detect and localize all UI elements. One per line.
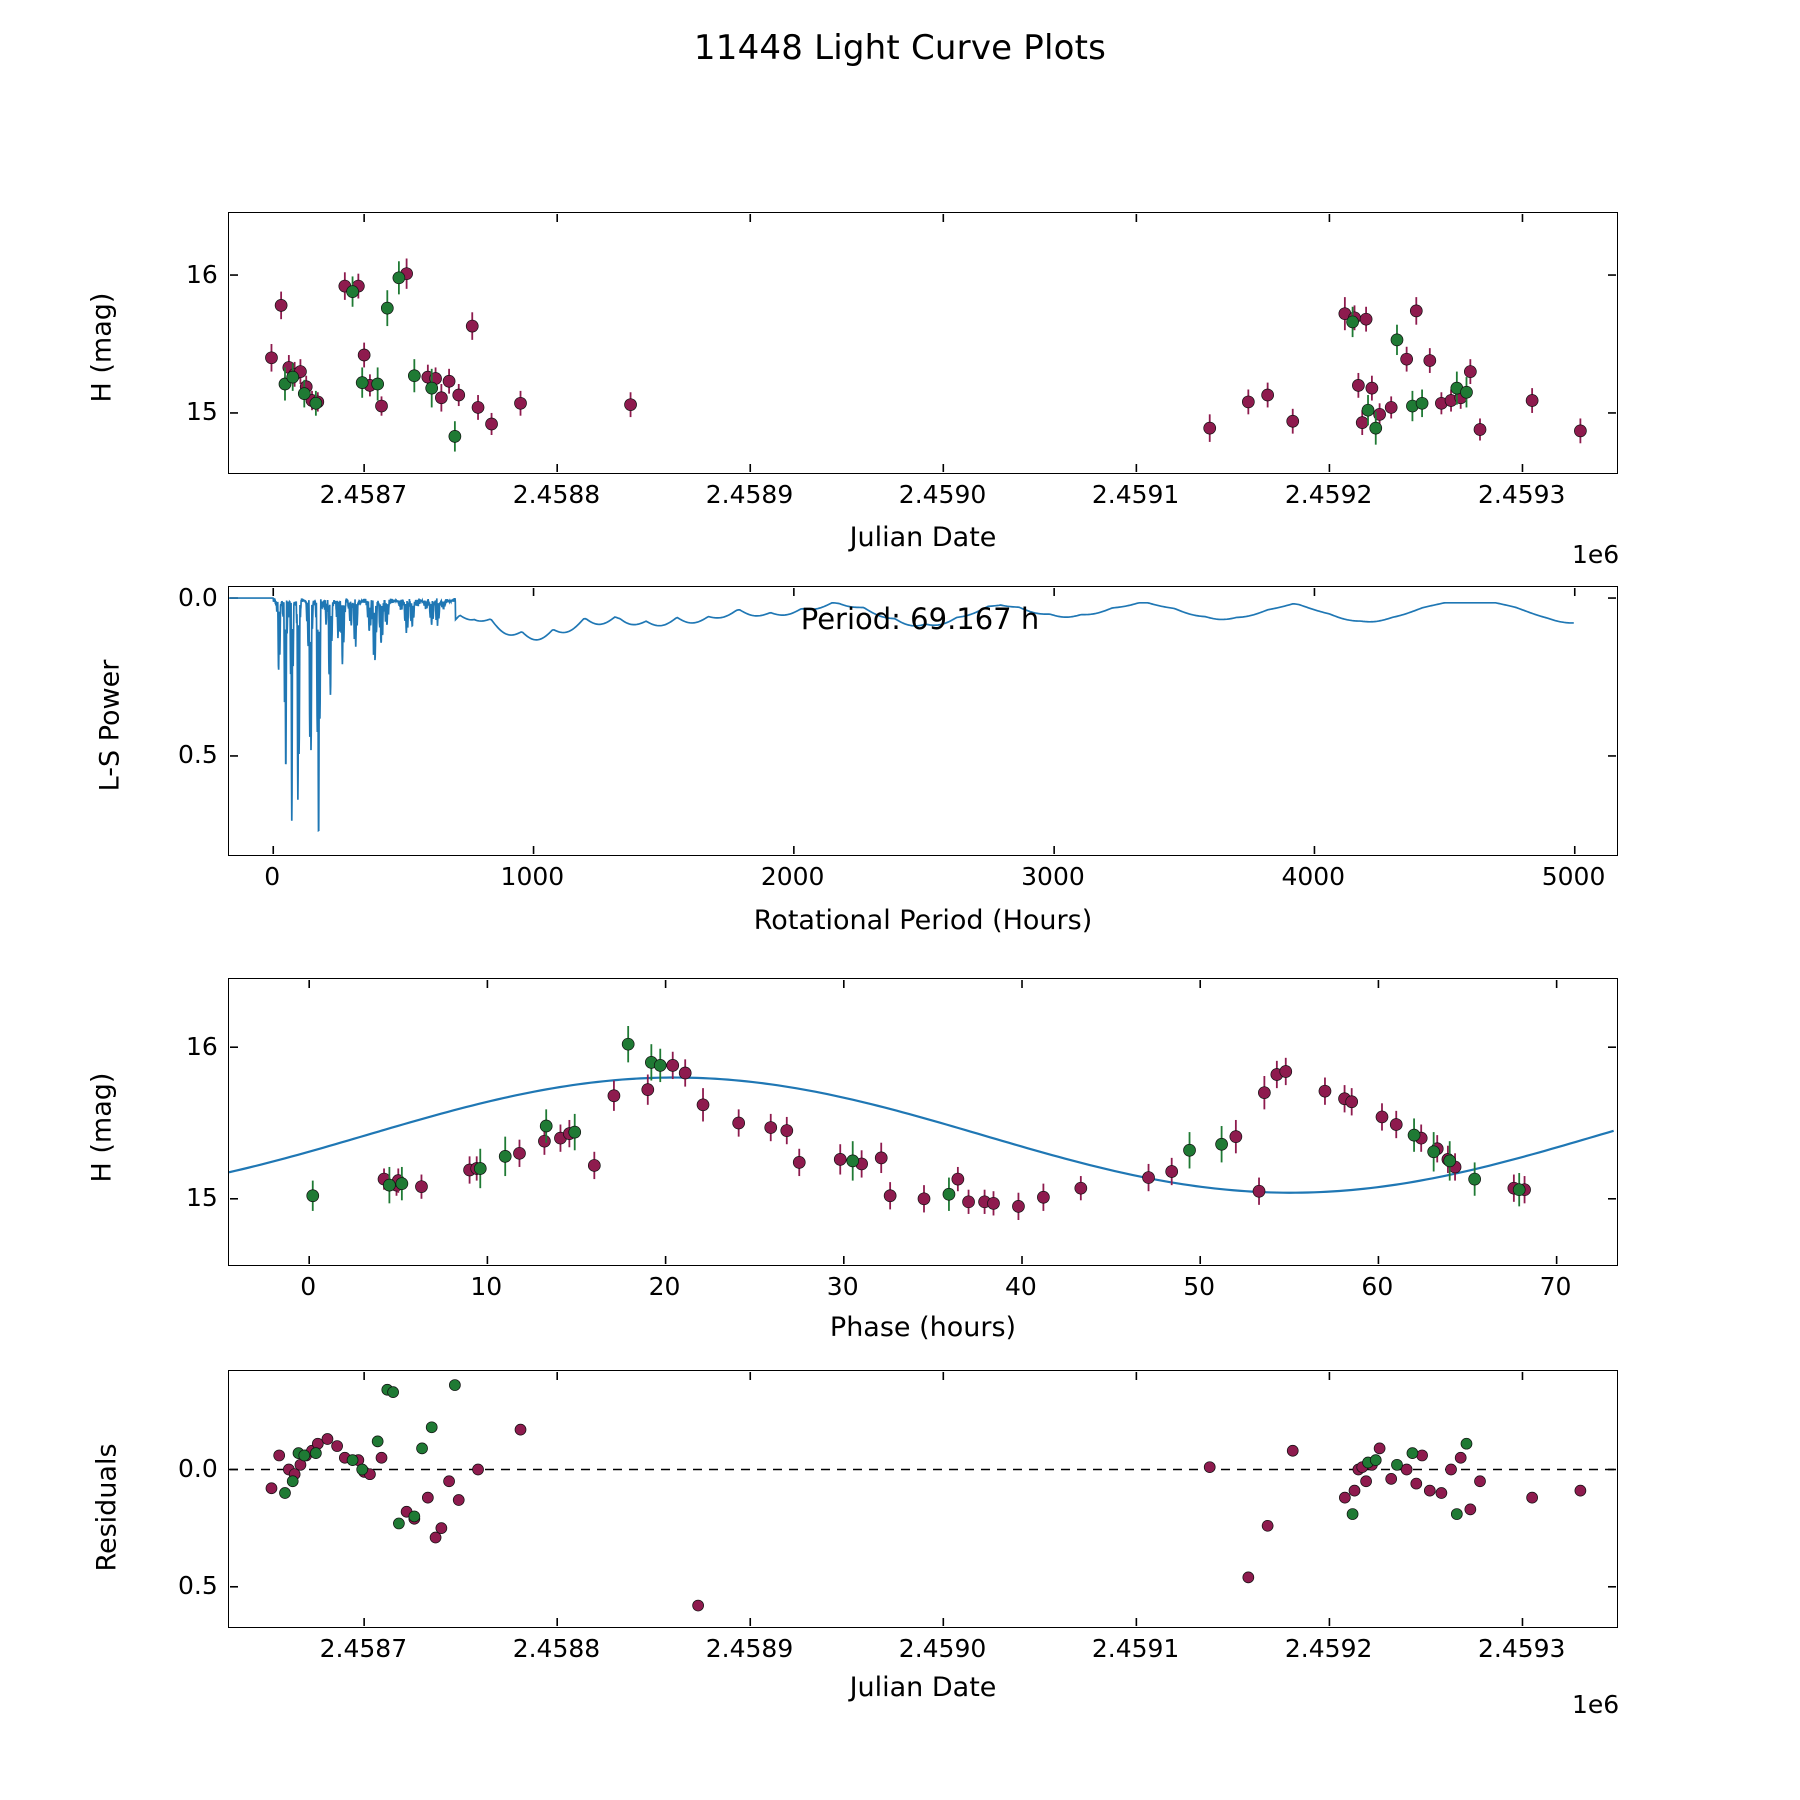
data-point	[1469, 1173, 1481, 1185]
data-point	[1416, 397, 1428, 409]
panel4-xoffset: 1e6	[1572, 1690, 1620, 1719]
data-point	[1460, 386, 1472, 398]
data-point	[1262, 389, 1274, 401]
data-point	[667, 1059, 679, 1071]
data-point	[1370, 1455, 1381, 1466]
data-point	[1386, 1473, 1397, 1484]
data-point	[1408, 1129, 1420, 1141]
data-point	[1362, 404, 1374, 416]
data-point	[1347, 1509, 1358, 1520]
data-point	[943, 1188, 955, 1200]
axis-tick-label: 2000	[760, 862, 825, 891]
data-point	[409, 1511, 420, 1522]
data-point	[1451, 1509, 1462, 1520]
data-point	[1374, 1443, 1385, 1454]
data-point	[383, 1179, 395, 1191]
data-point	[1574, 425, 1586, 437]
data-point	[1243, 1572, 1254, 1583]
axis-tick-label: 2.4590	[898, 1634, 987, 1663]
panel2-ylabel: L-S Power	[94, 659, 126, 792]
axis-tick-label: 2.4587	[319, 480, 408, 509]
axis-tick-label: 0.5	[178, 740, 218, 770]
axis-tick-label: 16	[186, 259, 218, 289]
data-point	[474, 1162, 486, 1174]
data-point	[299, 1450, 310, 1461]
axis-tick-label: 20	[648, 1272, 681, 1301]
data-point	[1526, 395, 1538, 407]
data-point	[372, 378, 384, 390]
axis-tick-label: 1000	[500, 862, 565, 891]
data-point	[918, 1193, 930, 1205]
axis-tick-label: 2.4588	[512, 1634, 601, 1663]
data-point	[1391, 1459, 1402, 1470]
data-point	[569, 1126, 581, 1138]
data-point	[988, 1197, 1000, 1209]
residuals-plot-area	[229, 1371, 1616, 1626]
data-point	[396, 1178, 408, 1190]
data-point	[1376, 1111, 1388, 1123]
data-point	[1242, 396, 1254, 408]
data-point	[1287, 415, 1299, 427]
data-point	[1401, 1464, 1412, 1475]
data-point	[408, 370, 420, 382]
data-point	[449, 1380, 460, 1391]
data-point	[847, 1155, 859, 1167]
data-point	[1527, 1492, 1538, 1503]
data-point	[1012, 1200, 1024, 1212]
panel1-ylabel: H (mag)	[86, 292, 118, 403]
data-point	[449, 430, 461, 442]
axis-tick-label: 2.4591	[1091, 1634, 1180, 1663]
data-point	[266, 1483, 277, 1494]
data-point	[963, 1196, 975, 1208]
data-point	[443, 375, 455, 387]
sine-fit-line	[229, 1078, 1614, 1193]
data-point	[1464, 366, 1476, 378]
panel1-xoffset: 1e6	[1572, 540, 1620, 569]
data-point	[515, 397, 527, 409]
figure-title: 11448 Light Curve Plots	[693, 28, 1107, 68]
data-point	[642, 1084, 654, 1096]
data-point	[381, 302, 393, 314]
data-point	[875, 1152, 887, 1164]
data-point	[608, 1090, 620, 1102]
data-point	[332, 1441, 343, 1452]
panel3-xlabel: Phase (hours)	[829, 1312, 1017, 1343]
data-point	[1407, 1448, 1418, 1459]
data-point	[1361, 1476, 1372, 1487]
data-point	[1258, 1087, 1270, 1099]
axis-tick-label: 16	[186, 1031, 218, 1061]
data-point	[1287, 1445, 1298, 1456]
data-point	[1253, 1185, 1265, 1197]
data-point	[376, 400, 388, 412]
data-point	[358, 349, 370, 361]
data-point	[1428, 1146, 1440, 1158]
data-point	[347, 286, 359, 298]
data-point	[781, 1125, 793, 1137]
axis-tick-label: 0.5	[178, 1571, 218, 1601]
data-point	[588, 1159, 600, 1171]
data-point	[274, 1450, 285, 1461]
data-point	[1346, 1096, 1358, 1108]
data-point	[1143, 1172, 1155, 1184]
data-point	[793, 1156, 805, 1168]
data-point	[426, 1422, 437, 1433]
data-point	[765, 1122, 777, 1134]
axis-tick-label: 2.4589	[705, 480, 794, 509]
data-point	[1204, 422, 1216, 434]
data-point	[1474, 423, 1486, 435]
data-point	[1356, 417, 1368, 429]
data-point	[473, 1464, 484, 1475]
data-point	[1319, 1085, 1331, 1097]
data-point	[654, 1059, 666, 1071]
data-point	[1037, 1191, 1049, 1203]
data-point	[1352, 379, 1364, 391]
data-point	[422, 1492, 433, 1503]
data-point	[486, 418, 498, 430]
axis-tick-label: 2.4592	[1284, 480, 1373, 509]
data-point	[265, 352, 277, 364]
data-point	[952, 1173, 964, 1185]
panel-lightcurve	[228, 212, 1618, 474]
data-point	[435, 392, 447, 404]
data-point	[1390, 1119, 1402, 1131]
data-point	[388, 1387, 399, 1398]
data-point	[279, 1487, 290, 1498]
data-point	[287, 371, 299, 383]
data-point	[1411, 1478, 1422, 1489]
data-point	[1166, 1166, 1178, 1178]
axis-tick-label: 4000	[1281, 862, 1346, 891]
data-point	[275, 299, 287, 311]
data-point	[499, 1150, 511, 1162]
axis-tick-label: 0	[264, 862, 281, 891]
data-point	[307, 1190, 319, 1202]
data-point	[693, 1600, 704, 1611]
data-point	[1444, 1155, 1456, 1167]
panel4-ylabel: Residuals	[91, 1443, 123, 1572]
axis-tick-label: 60	[1361, 1272, 1394, 1301]
axis-tick-label: 2.4590	[898, 480, 987, 509]
data-point	[697, 1099, 709, 1111]
data-point	[436, 1523, 447, 1534]
data-point	[622, 1038, 634, 1050]
data-point	[834, 1153, 846, 1165]
axis-tick-label: 2.4588	[512, 480, 601, 509]
data-point	[372, 1436, 383, 1447]
axis-tick-label: 2.4587	[319, 1634, 408, 1663]
axis-tick-label: 2.4593	[1477, 1634, 1566, 1663]
data-point	[1475, 1476, 1486, 1487]
axis-tick-label: 0.0	[178, 582, 218, 612]
panel-residuals	[228, 1370, 1618, 1628]
data-point	[1370, 422, 1382, 434]
data-point	[1385, 401, 1397, 413]
data-point	[1465, 1504, 1476, 1515]
axis-tick-label: 15	[186, 397, 218, 427]
axis-tick-label: 5000	[1541, 862, 1606, 891]
axis-tick-label: 50	[1183, 1272, 1216, 1301]
data-point	[1184, 1144, 1196, 1156]
data-point	[1204, 1462, 1215, 1473]
data-point	[625, 399, 637, 411]
axis-tick-label: 30	[826, 1272, 859, 1301]
period-annotation: Period: 69.167 h	[800, 602, 1040, 636]
data-point	[1417, 1450, 1428, 1461]
data-point	[426, 382, 438, 394]
data-point	[1347, 316, 1359, 328]
data-point	[415, 1181, 427, 1193]
data-point	[472, 401, 484, 413]
data-point	[679, 1067, 691, 1079]
data-point	[1262, 1520, 1273, 1531]
lightcurve-plot-area	[229, 213, 1616, 472]
data-point	[1391, 334, 1403, 346]
data-point	[1366, 382, 1378, 394]
data-point	[453, 389, 465, 401]
data-point	[1513, 1184, 1525, 1196]
data-point	[1410, 305, 1422, 317]
data-point	[453, 1495, 464, 1506]
data-point	[430, 1532, 441, 1543]
panel-phased	[228, 978, 1618, 1266]
data-point	[515, 1424, 526, 1435]
data-point	[298, 388, 310, 400]
data-point	[356, 377, 368, 389]
axis-tick-label: 70	[1539, 1272, 1572, 1301]
phased-plot-area	[229, 979, 1616, 1264]
data-point	[310, 1448, 321, 1459]
data-point	[310, 397, 322, 409]
data-point	[1349, 1485, 1360, 1496]
data-point	[1401, 353, 1413, 365]
data-point	[884, 1190, 896, 1202]
axis-tick-label: 2.4589	[705, 1634, 794, 1663]
data-point	[357, 1464, 368, 1475]
data-point	[540, 1120, 552, 1132]
data-point	[1436, 1487, 1447, 1498]
data-point	[1424, 355, 1436, 367]
axis-tick-label: 40	[1005, 1272, 1037, 1301]
data-point	[393, 272, 405, 284]
data-point	[312, 1438, 323, 1449]
axis-tick-label: 0.0	[178, 1454, 218, 1483]
data-point	[1455, 1452, 1466, 1463]
data-point	[1280, 1065, 1292, 1077]
axis-tick-label: 10	[470, 1272, 503, 1301]
data-point	[417, 1443, 428, 1454]
panel3-ylabel: H (mag)	[86, 1072, 118, 1183]
axis-tick-label: 0	[300, 1272, 317, 1301]
data-point	[444, 1476, 455, 1487]
data-point	[1575, 1485, 1586, 1496]
data-point	[376, 1452, 387, 1463]
data-point	[1075, 1182, 1087, 1194]
panel4-xlabel: Julian Date	[849, 1672, 997, 1703]
axis-tick-label: 3000	[1021, 862, 1085, 891]
data-point	[1461, 1438, 1472, 1449]
data-point	[347, 1455, 358, 1466]
data-point	[1216, 1138, 1228, 1150]
data-point	[1424, 1485, 1435, 1496]
axis-tick-label: 15	[186, 1183, 218, 1213]
data-point	[513, 1147, 525, 1159]
data-point	[1360, 313, 1372, 325]
axis-tick-label: 2.4592	[1284, 1634, 1373, 1663]
data-point	[733, 1117, 745, 1129]
axis-tick-label: 2.4591	[1091, 480, 1180, 509]
data-point	[287, 1476, 298, 1487]
data-point	[393, 1518, 404, 1529]
data-point	[1446, 1464, 1457, 1475]
data-point	[1339, 1492, 1350, 1503]
data-point	[466, 320, 478, 332]
panel1-xlabel: Julian Date	[849, 522, 997, 553]
data-point	[1230, 1131, 1242, 1143]
data-point	[538, 1135, 550, 1147]
panel2-xlabel: Rotational Period (Hours)	[753, 905, 1093, 936]
data-point	[322, 1434, 333, 1445]
axis-tick-label: 2.4593	[1477, 480, 1566, 509]
